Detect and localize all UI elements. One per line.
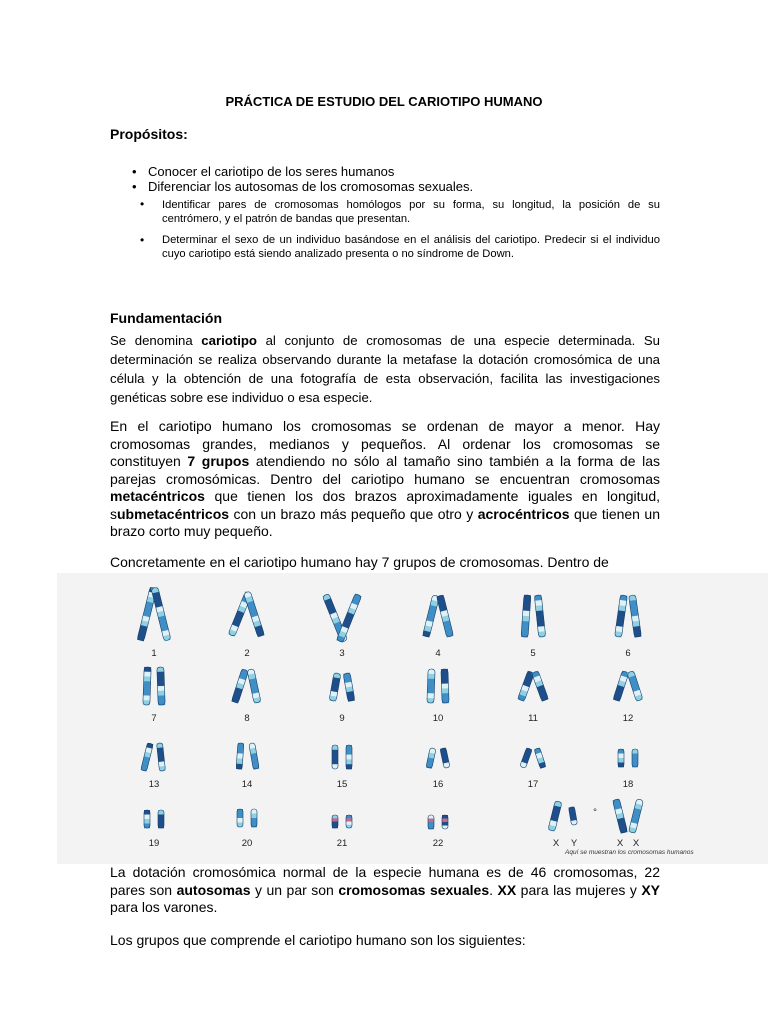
chromosome-label: 9: [339, 713, 345, 724]
chromosome: [534, 748, 546, 769]
purposes-heading: Propósitos:: [110, 126, 188, 142]
chromosome: [520, 748, 533, 769]
sex-chromosome-label: Y: [570, 838, 578, 849]
chromosome: [346, 745, 352, 769]
chromosome: [158, 810, 164, 828]
chromosome-label: 13: [148, 779, 160, 790]
chromosome: [568, 807, 577, 826]
chromosome: [336, 594, 361, 643]
chromosome-label: 2: [244, 648, 250, 659]
chromosome: [332, 815, 338, 828]
paragraph-grupos-lista: Los grupos que comprende el cariotipo humano son los siguientes:: [110, 932, 526, 948]
chromosome: [615, 595, 628, 638]
chromosome-label: 1: [151, 648, 157, 659]
chromosome-label: 21: [336, 838, 348, 849]
chromosome-label: 8: [244, 713, 250, 724]
chromosome: [151, 587, 171, 641]
paragraph-grupos: En el cariotipo humano los cromosomas se ordenan de mayor a menor. Hay cromosomas grandes, medianos y pequeños. Al ordenar los cromosomas se constituyen 7 grupos atendiendo no sólo al tamaño sino también a la forma de las parejas cromosómicas. Dentro del cariotipo humano se encuentran cromosomas metacéntricos que tienen los dos brazos aproximadamente iguales en longitud, submetacéntricos con un brazo más pequeño que otro y acrocéntricos que tienen un brazo corto muy pequeño.: [110, 418, 660, 539]
chromosome: [442, 815, 448, 829]
chromosome: [251, 809, 257, 827]
chromosome-label: 5: [530, 648, 536, 659]
chromosome: [437, 595, 454, 638]
chromosome-label: 10: [432, 713, 444, 724]
chromosome-label: 22: [432, 838, 444, 849]
chromosome: [157, 667, 165, 706]
purpose-item: • Conocer el cariotipo de los seres humanos: [148, 164, 473, 179]
separator-dot: °: [593, 807, 597, 818]
chromosome-label: 12: [622, 713, 634, 724]
chromosome-label: 16: [432, 779, 444, 790]
chromosome: [532, 671, 549, 702]
chromosome: [343, 673, 355, 702]
bullet-dot: •: [140, 233, 145, 247]
chromosome: [249, 743, 259, 770]
chromosome-label: 7: [151, 713, 157, 724]
sex-chromosome-label: X: [616, 838, 624, 849]
chromosome: [157, 743, 166, 772]
chromosome: [144, 810, 150, 828]
paragraph-dotacion: La dotación cromosómica normal de la especie humana es de 46 cromosomas, 22 pares son autosomas y un par son cromosomas sexuales. XX para las mujeres y XY para los varones.: [110, 864, 661, 915]
chromosome-label: 3: [339, 648, 345, 659]
chromosome: [441, 669, 449, 704]
chromosome: [332, 745, 338, 769]
chromosome: [236, 743, 244, 770]
chromosome: [244, 591, 265, 637]
chromosome: [517, 671, 534, 702]
chromosome-label: 18: [622, 779, 634, 790]
chromosome: [629, 595, 642, 638]
chromosome-label: 14: [241, 779, 253, 790]
chromosome-label: 6: [625, 648, 631, 659]
chromosome: [346, 815, 352, 828]
chromosome: [426, 748, 436, 769]
foundation-heading: Fundamentación: [110, 310, 223, 326]
purpose-item: Identificar pares de cromosomas homólogos por su forma, su longitud, la posición de su centrómero, y el patrón de bandas que presentan.: [162, 199, 660, 225]
chromosome-label: 17: [527, 779, 539, 790]
chromosome: [427, 669, 435, 704]
paragraph-concretamente: Concretamente en el cariotipo humano hay 7 grupos de cromosomas. Dentro de: [110, 554, 609, 570]
chromosome-label: 19: [148, 838, 160, 849]
chromosome: [618, 749, 624, 767]
chromosome: [143, 667, 151, 706]
chromosome: [627, 671, 643, 702]
chromosome: [521, 595, 531, 638]
karyotype-caption: Aquí se muestran los cromosomas humanos: [565, 849, 694, 856]
chromosome-label: 4: [435, 648, 441, 659]
chromosome: [548, 801, 562, 832]
chromosome: [141, 743, 154, 772]
chromosome: [628, 799, 643, 834]
chromosome: [237, 809, 243, 827]
chromosome-label: 20: [241, 838, 253, 849]
chromosome-label: 15: [336, 779, 348, 790]
chromosome: [231, 669, 248, 704]
chromosome-label: 11: [528, 713, 538, 724]
karyotype-figure: [57, 573, 768, 864]
chromosome: [612, 799, 627, 834]
chromosome: [613, 671, 629, 702]
chromosome: [440, 748, 450, 769]
chromosome: [534, 595, 545, 638]
chromosome: [329, 673, 341, 702]
chromosome: [247, 669, 261, 704]
paragraph-cariotipo: Se denomina cariotipo al conjunto de cromosomas de una especie determinada. Su determinación se realiza observando durante la metafase la dotación cromosómica de una célula y la obtención de una fotografía de esta observación, facilita las investigaciones genéticas sobre ese individuo o esa especie.: [110, 333, 660, 405]
purpose-item: • Diferenciar los autosomas de los cromosomas sexuales.: [148, 179, 473, 194]
sex-chromosome-label: X: [552, 838, 560, 849]
chromosome: [428, 815, 434, 829]
sex-chromosome-label: X: [632, 838, 640, 849]
purpose-item: Determinar el sexo de un individuo basándose en el análisis del cariotipo. Predecir si el individuo cuyo cariotipo está siendo analizado presenta o no síndrome de Down.: [162, 234, 660, 260]
chromosome: [422, 595, 439, 638]
chromosome: [632, 749, 638, 767]
bullet-dot: •: [140, 197, 145, 211]
page-title: PRÁCTICA DE ESTUDIO DEL CARIOTIPO HUMANO: [225, 94, 543, 109]
purposes-list-large: [148, 164, 473, 194]
